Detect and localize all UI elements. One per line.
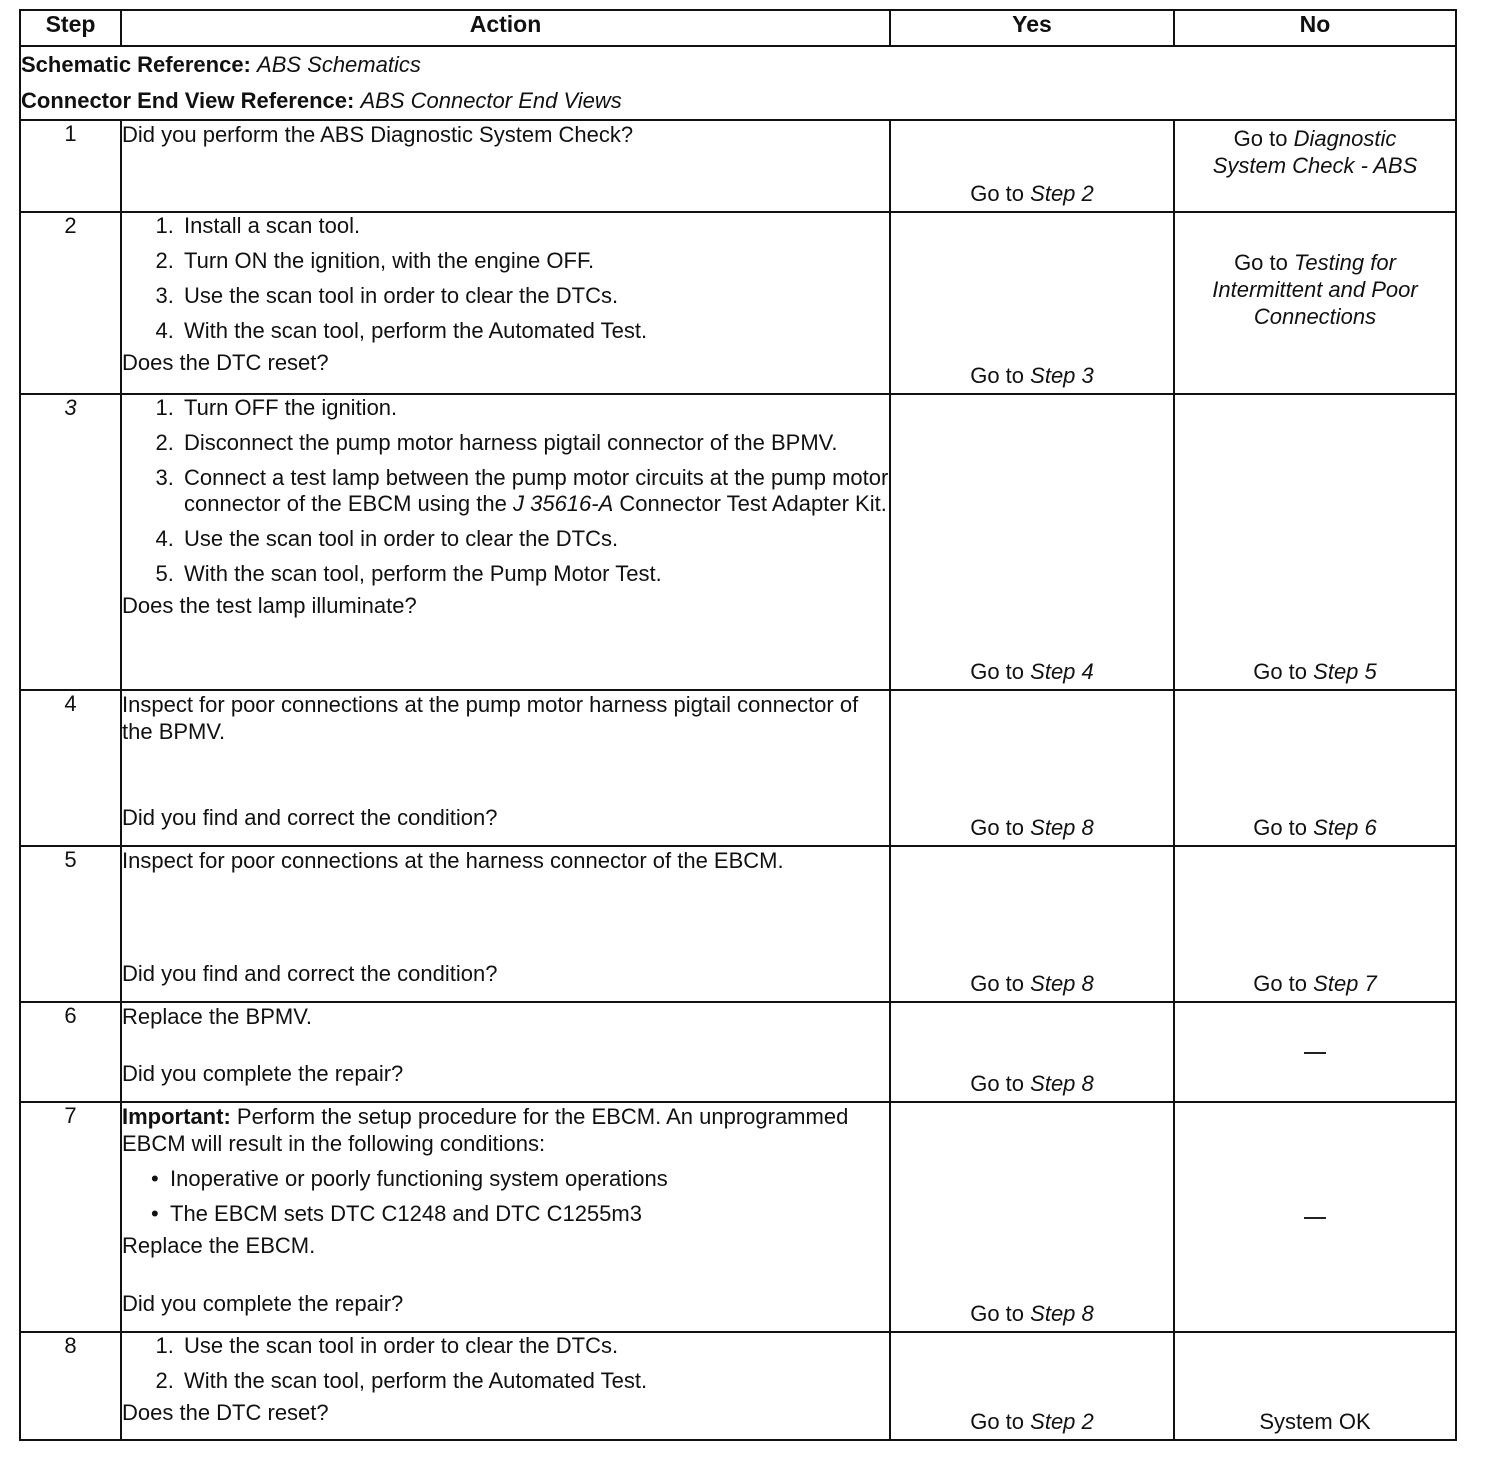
table-row <box>20 212 1456 394</box>
question-text: Does the DTC reset? <box>122 1400 329 1425</box>
go-to-label: Go to <box>970 971 1025 996</box>
go-to-label: Go to <box>970 659 1025 684</box>
yes-cell <box>890 1332 1174 1440</box>
system-ok-text: System OK <box>1259 1409 1371 1434</box>
action-cell <box>121 394 890 690</box>
no-link[interactable]: Step 5 <box>1313 659 1377 684</box>
no-cell <box>1174 690 1456 846</box>
yes-link[interactable]: Step 8 <box>1030 1301 1094 1326</box>
schematic-reference-link[interactable]: ABS Schematics <box>257 52 421 77</box>
table-row <box>20 1332 1456 1440</box>
question-text: Did you perform the ABS Diagnostic System Check? <box>122 122 634 147</box>
go-to-label: Go to <box>970 181 1025 206</box>
go-to-label: Go to <box>970 1071 1025 1096</box>
yes-cell <box>890 1002 1174 1102</box>
header-step: Step <box>20 10 121 46</box>
header-row <box>20 10 1456 46</box>
yes-link[interactable]: Step 8 <box>1030 1071 1094 1096</box>
list-item: • The EBCM sets DTC C1248 and DTC C1255m3 <box>170 1201 889 1227</box>
connector-reference <box>21 83 1455 119</box>
header-action: Action <box>121 10 890 46</box>
condition-list <box>122 1166 889 1227</box>
yes-link[interactable]: Step 8 <box>1030 971 1094 996</box>
instruction-text: Replace the EBCM. <box>122 1233 316 1258</box>
important-label: Important: <box>122 1104 231 1129</box>
no-link[interactable] <box>1175 213 1455 334</box>
no-cell <box>1174 120 1456 212</box>
no-cell <box>1174 1332 1456 1440</box>
action-cell <box>121 120 890 212</box>
instruction-text: Replace the BPMV. <box>122 1004 312 1029</box>
go-to-label: Go to <box>970 1301 1025 1326</box>
table-row <box>20 1002 1456 1102</box>
table-row <box>20 846 1456 1002</box>
tool-link[interactable]: J 35616-A <box>512 491 614 516</box>
no-link[interactable]: Step 6 <box>1313 815 1377 840</box>
table-row <box>20 394 1456 690</box>
step-number: 4 <box>20 690 121 846</box>
step-number: 2 <box>20 212 121 394</box>
list-item: 3. Use the scan tool in order to clear the DTCs. <box>180 283 889 309</box>
go-to-label: Go to <box>970 363 1025 388</box>
step-number: 5 <box>20 846 121 1002</box>
list-item: 4. With the scan tool, perform the Automated Test. <box>180 318 889 344</box>
yes-link[interactable]: Step 3 <box>1030 363 1094 388</box>
yes-cell <box>890 846 1174 1002</box>
question-text: Does the test lamp illuminate? <box>122 593 417 618</box>
no-cell <box>1174 394 1456 690</box>
no-cell <box>1174 1002 1456 1102</box>
action-cell <box>121 1002 890 1102</box>
question-text: Did you complete the repair? <box>122 1291 404 1316</box>
yes-cell <box>890 394 1174 690</box>
action-cell <box>121 690 890 846</box>
header-no: No <box>1174 10 1456 46</box>
list-item: • Inoperative or poorly functioning system operations <box>170 1166 889 1192</box>
schematic-reference-label: Schematic Reference: <box>21 52 251 77</box>
yes-cell <box>890 212 1174 394</box>
list-item: 2. With the scan tool, perform the Automated Test. <box>180 1368 889 1394</box>
list-item: 1. Install a scan tool. <box>180 213 889 239</box>
question-text: Did you complete the repair? <box>122 1061 404 1086</box>
list-item: 5. With the scan tool, perform the Pump Motor Test. <box>180 561 889 587</box>
step-number: 3 <box>20 394 121 690</box>
instruction-text: Inspect for poor connections at the harness connector of the EBCM. <box>122 848 784 873</box>
yes-link[interactable]: Step 4 <box>1030 659 1094 684</box>
list-item: 4. Use the scan tool in order to clear the DTCs. <box>180 526 889 552</box>
go-to-label: Go to <box>970 1409 1025 1434</box>
diagnostic-table <box>19 9 1457 1441</box>
list-item: 2. Disconnect the pump motor harness pigtail connector of the BPMV. <box>180 430 889 456</box>
go-to-label: Go to <box>1253 815 1308 840</box>
table-row <box>20 1102 1456 1332</box>
list-item: 1. Turn OFF the ignition. <box>180 395 889 421</box>
tool-suffix: Connector Test Adapter Kit. <box>619 491 887 516</box>
no-link[interactable]: Step 7 <box>1313 971 1377 996</box>
no-link-line2: Intermittent and Poor <box>1212 277 1418 302</box>
reference-cell <box>20 46 1456 120</box>
no-link[interactable] <box>1175 121 1455 183</box>
no-cell <box>1174 846 1456 1002</box>
action-list <box>122 395 889 587</box>
action-list <box>122 213 889 344</box>
action-list <box>122 1333 889 1394</box>
yes-link[interactable]: Step 8 <box>1030 815 1094 840</box>
yes-cell <box>890 1102 1174 1332</box>
no-link-line1: Diagnostic <box>1293 126 1397 151</box>
important-note <box>122 1103 889 1157</box>
step-number: 7 <box>20 1102 121 1332</box>
go-to-label: Go to <box>970 815 1025 840</box>
no-cell <box>1174 1102 1456 1332</box>
go-to-label: Go to <box>1234 250 1288 275</box>
action-cell <box>121 1332 890 1440</box>
not-applicable-dash <box>1304 1217 1326 1219</box>
header-yes: Yes <box>890 10 1174 46</box>
not-applicable-dash <box>1304 1052 1326 1054</box>
important-text: Perform the setup procedure for the EBCM. An unprogrammed EBCM will result in the following conditions: <box>122 1104 849 1156</box>
no-link-line3: Connections <box>1253 304 1377 329</box>
no-link-line1: Testing for <box>1294 250 1396 275</box>
list-item: 1. Use the scan tool in order to clear the DTCs. <box>180 1333 889 1359</box>
go-to-label: Go to <box>1253 659 1308 684</box>
step-number: 1 <box>20 120 121 212</box>
table-row <box>20 690 1456 846</box>
action-cell <box>121 1102 890 1332</box>
go-to-label: Go to <box>1253 971 1308 996</box>
question-text: Does the DTC reset? <box>122 350 329 375</box>
question-text: Did you find and correct the condition? <box>122 961 498 986</box>
no-cell <box>1174 212 1456 394</box>
no-link-line2: System Check - ABS <box>1212 153 1418 178</box>
connector-reference-label: Connector End View Reference: <box>21 88 355 113</box>
reference-row <box>20 46 1456 120</box>
action-cell <box>121 212 890 394</box>
list-item-text: Connect a test lamp between the pump motor circuits at the pump motor connector of the EBCM using the <box>184 465 889 516</box>
schematic-reference <box>21 47 1455 83</box>
step-number: 8 <box>20 1332 121 1440</box>
yes-link[interactable]: Step 2 <box>1030 181 1094 206</box>
table-row <box>20 120 1456 212</box>
yes-cell <box>890 120 1174 212</box>
list-item: 2. Turn ON the ignition, with the engine OFF. <box>180 248 889 274</box>
step-number: 6 <box>20 1002 121 1102</box>
instruction-text: Inspect for poor connections at the pump motor harness pigtail connector of the BPMV. <box>122 692 859 744</box>
action-cell <box>121 846 890 1002</box>
yes-cell <box>890 690 1174 846</box>
yes-link[interactable]: Step 2 <box>1030 1409 1094 1434</box>
go-to-label: Go to <box>1233 126 1288 151</box>
connector-reference-link[interactable]: ABS Connector End Views <box>360 88 622 113</box>
list-item <box>180 465 889 517</box>
question-text: Did you find and correct the condition? <box>122 805 498 830</box>
